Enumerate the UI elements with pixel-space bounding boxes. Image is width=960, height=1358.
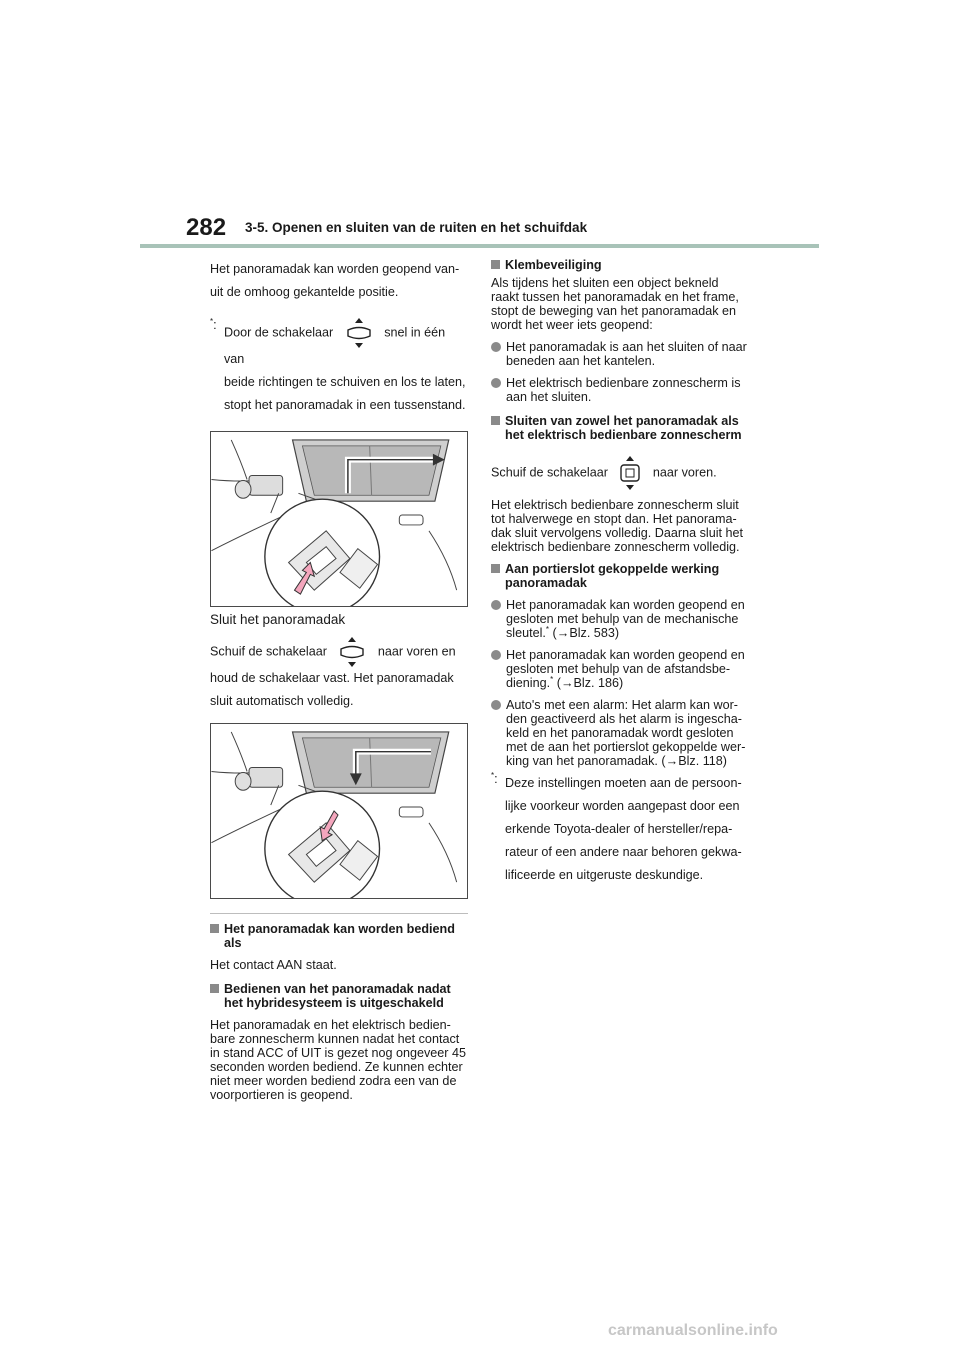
intro-text: Het panoramadak kan worden geopend van-uit de omhoog gekantelde positie. bbox=[210, 262, 460, 299]
circle-bullet-icon bbox=[491, 600, 501, 610]
square-bullet-icon bbox=[210, 984, 219, 993]
circle-bullet-icon bbox=[491, 650, 501, 660]
heading-after-off: Bedienen van het panoramadak nadat het hybridesysteem is uitgeschakeld bbox=[210, 982, 468, 1010]
close-rest: houd de schakelaar vast. Het panoramadak sluit automatisch volledig. bbox=[210, 671, 454, 708]
both-text: Het elektrisch bedienbare zonnescherm sluit tot halverwege en stopt dan. Het panorama-dak sluit vervolgens volledig. Daarna sluit het elektrisch bedienbare zonnescherm volledig. bbox=[491, 498, 744, 554]
both-pre: Schuif de schakelaar bbox=[491, 465, 608, 480]
switch-tilt-icon bbox=[343, 318, 375, 348]
switch-tilt-icon bbox=[336, 637, 368, 667]
footnote-right bbox=[491, 772, 749, 887]
circle-bullet-icon bbox=[491, 700, 501, 710]
switch-slide-icon bbox=[617, 456, 643, 490]
footnote-mark: *: bbox=[210, 316, 217, 332]
heading-pinch: Klembeveiliging bbox=[491, 258, 749, 272]
footnote-left bbox=[210, 318, 468, 417]
close-post: naar voren en bbox=[377, 644, 456, 659]
pinch-bullet-2: Het elektrisch bedienbare zonnescherm is aan het sluiten. bbox=[491, 376, 749, 404]
circle-bullet-icon bbox=[491, 342, 501, 352]
header-rule bbox=[140, 244, 819, 248]
pinch-bullet-1: Het panoramadak is aan het sluiten of naar beneden aan het kantelen. bbox=[491, 340, 749, 368]
door-bullet-1: Het panoramadak kan worden geopend en gesloten met behulp van de mechanische sleutel.* (→Blz. 583) bbox=[491, 598, 749, 640]
footnote-rest: beide richtingen te schuiven en los te laten, stopt het panoramadak in een tussenstand. bbox=[224, 375, 466, 412]
section-title: 3-5. Openen en sluiten van de ruiten en het schuifdak bbox=[245, 220, 588, 235]
pinch-text: Als tijdens het sluiten een object bekneld raakt tussen het panoramadak en het frame, stopt de beweging van het panoramadak en wordt het weer iets geopend: bbox=[491, 276, 739, 332]
square-bullet-icon bbox=[491, 564, 500, 573]
square-bullet-icon bbox=[491, 260, 500, 269]
footnote-text: Deze instellingen moeten aan de persoon-lijke voorkeur worden aangepast door een erkende Toyota-dealer of hersteller/repa-rateur of een andere naar behoren gekwa-lificeerde en uitgeruste deskundige. bbox=[505, 776, 742, 882]
page-number: 282 bbox=[186, 214, 227, 241]
heading-operable: Het panoramadak kan worden bediend als bbox=[210, 922, 468, 950]
footnote-pre: Door de schakelaar bbox=[224, 325, 334, 340]
right-column bbox=[491, 258, 749, 887]
heading-both: Sluiten van zowel het panoramadak als het elektrisch bedienbare zonnescherm bbox=[491, 414, 749, 442]
section-divider bbox=[210, 913, 468, 914]
close-title: Sluit het panoramadak bbox=[210, 612, 346, 627]
circle-bullet-icon bbox=[491, 378, 501, 388]
roof-close-illustration bbox=[210, 723, 468, 899]
door-bullet-2: Het panoramadak kan worden geopend en gesloten met behulp van de afstandsbe-diening.* (→Blz. 186) bbox=[491, 648, 749, 690]
left-column bbox=[210, 258, 468, 1102]
watermark: carmanualsonline.info bbox=[608, 1322, 778, 1339]
door-bullet-3: Auto's met een alarm: Het alarm kan wor-den geactiveerd als het alarm is ingescha-keld en het panoramadak wordt gesloten met de aan het portierslot gekoppelde wer-king van het panoramadak. (→Blz. 118) bbox=[491, 698, 749, 768]
roof-open-illustration bbox=[210, 431, 468, 607]
both-post: naar voren. bbox=[652, 465, 717, 480]
after-off-text: Het panoramadak en het elektrisch bedien-bare zonnescherm kunnen nadat het contact in stand ACC of UIT is gezet nog ongeveer 45 seconden worden bediend. Ze kunnen echter niet meer worden bediend zodra een van de voorportieren is geopend. bbox=[210, 1018, 466, 1102]
footnote-post: snel in één van bbox=[224, 325, 446, 366]
footnote-mark: *: bbox=[491, 770, 498, 786]
close-pre: Schuif de schakelaar bbox=[210, 644, 327, 659]
square-bullet-icon bbox=[491, 416, 500, 425]
heading-door: Aan portierslot gekoppelde werking panoramadak bbox=[491, 562, 749, 590]
operable-text: Het contact AAN staat. bbox=[210, 958, 337, 972]
square-bullet-icon bbox=[210, 924, 219, 933]
